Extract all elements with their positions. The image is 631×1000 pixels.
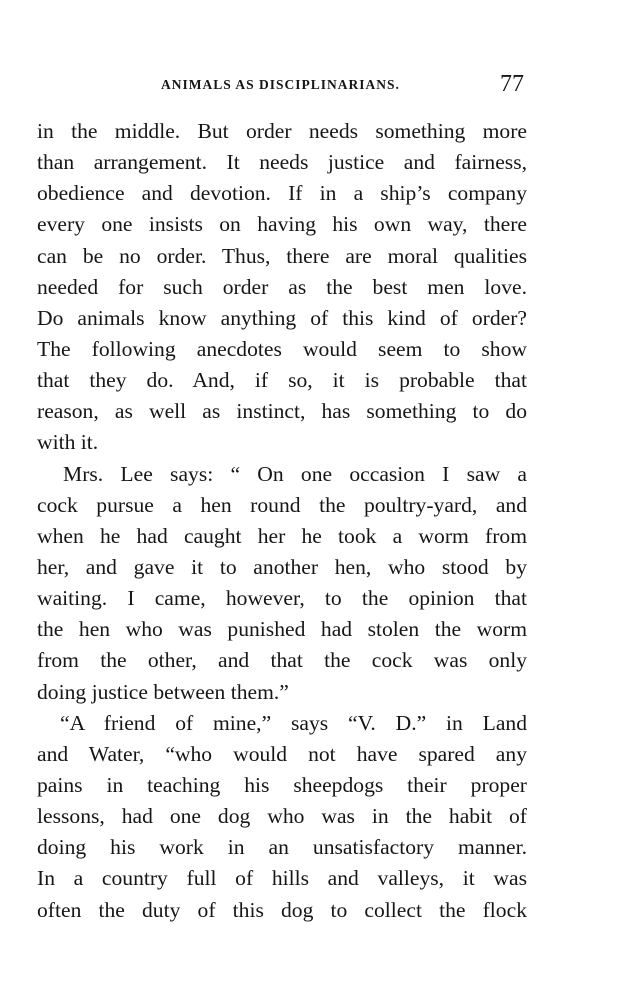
text-line: obedience and devotion. If in a ship’s company	[37, 181, 527, 206]
text-line: cock pursue a hen round the poultry-yard, and	[37, 492, 527, 517]
page-number: 77	[500, 71, 524, 97]
text-line: that they do. And, if so, it is probable that	[37, 368, 527, 393]
text-line: from the other, and that the cock was only	[37, 648, 527, 673]
text-line: pains in teaching his sheepdogs their proper	[37, 772, 527, 797]
text-line: doing his work in an unsatisfactory manner.	[37, 835, 527, 860]
text-line: with it.	[37, 430, 99, 455]
text-line: “A friend of mine,” says “V. D.” in Land	[60, 710, 527, 735]
text-line: her, and gave it to another hen, who stood by	[37, 554, 527, 579]
text-line: than arrangement. It needs justice and fairness,	[37, 150, 527, 175]
text-line: every one insists on having his own way, there	[37, 212, 527, 237]
text-line: In a country full of hills and valleys, it was	[37, 866, 527, 891]
text-line: when he had caught her he took a worm from	[37, 523, 527, 548]
text-line: Mrs. Lee says: “ On one occasion I saw a	[63, 461, 527, 486]
text-line: The following anecdotes would seem to show	[37, 336, 527, 361]
text-line: in the middle. But order needs something more	[37, 119, 527, 143]
text-line: doing justice between them.”	[37, 679, 289, 704]
text-line: waiting. I came, however, to the opinion that	[37, 586, 527, 611]
text-line: lessons, had one dog who was in the habit of	[37, 804, 527, 829]
text-line: the hen who was punished had stolen the worm	[37, 617, 527, 642]
body-text	[37, 116, 527, 926]
text-line: often the duty of this dog to collect the flock	[37, 897, 527, 922]
text-line: needed for such order as the best men love.	[37, 274, 527, 299]
text-line: reason, as well as instinct, has something to do	[37, 399, 527, 424]
text-line: and Water, “who would not have spared any	[37, 741, 527, 766]
text-line: can be no order. Thus, there are moral qualities	[37, 243, 527, 268]
text-line: Do animals know anything of this kind of order?	[37, 305, 527, 330]
running-title: ANIMALS AS DISCIPLINARIANS.	[161, 77, 400, 92]
